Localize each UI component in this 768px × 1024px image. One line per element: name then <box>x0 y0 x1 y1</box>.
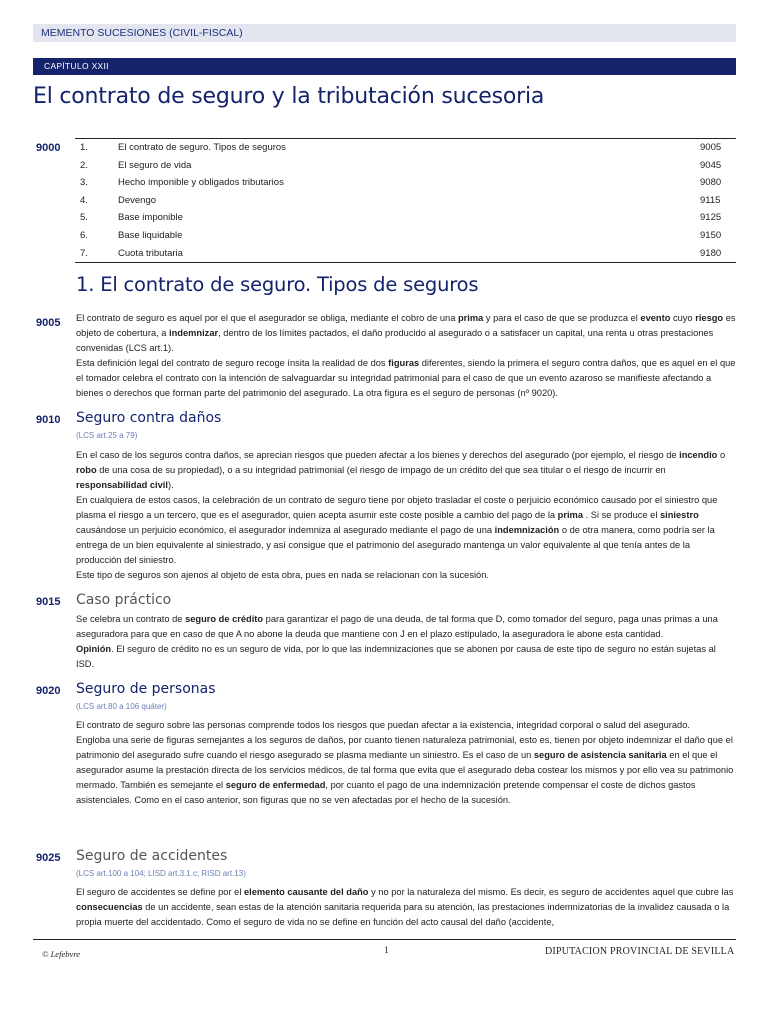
marginal-number: 9010 <box>36 414 61 426</box>
footer-organization: DIPUTACION PROVINCIAL DE SEVILLA <box>545 946 735 957</box>
legal-reference[interactable]: (LCS art.25 a 79) <box>76 431 138 440</box>
toc-row[interactable] <box>75 157 736 175</box>
marginal-number: 9015 <box>36 596 61 608</box>
paragraph: El contrato de seguro sobre las personas comprende todos los riesgos que puedan afectar a la existencia, integridad corporal o salud del asegurado. <box>76 720 690 730</box>
toc-title: Base imponible <box>118 212 183 224</box>
toc-num: 6. <box>80 229 88 241</box>
toc-title: Cuota tributaria <box>118 247 183 259</box>
chapter-title: El contrato de seguro y la tributación sucesoria <box>33 84 545 109</box>
section-heading: 1. El contrato de seguro. Tipos de seguros <box>76 273 479 296</box>
toc-row[interactable] <box>75 192 736 210</box>
toc-page: 9045 <box>700 159 722 171</box>
paragraph: Esta definición legal del contrato de seguro recoge ínsita la realidad de dos figuras diferentes, siendo la primera el seguro contra daños, que es aquel en el que el tomador celebra el contrato con la intención de salvaguardar su integridad patrimonial para el caso de que un evento azaroso se manifieste afectando a bienes o derechos que forman parte del patrimonio del asegurado. La otra figura es el seguro de personas (nº 9020). <box>76 358 736 398</box>
marginal-number: 9020 <box>36 685 61 697</box>
copyright: © Lefebvre <box>42 949 81 959</box>
subsection-heading: Seguro de personas <box>76 681 216 697</box>
subsection-heading: Seguro contra daños <box>76 410 222 426</box>
toc-page: 9115 <box>700 194 721 206</box>
toc-num: 4. <box>80 194 88 206</box>
subsection-body <box>76 718 736 808</box>
toc-num: 7. <box>80 247 88 259</box>
toc-row[interactable] <box>75 209 736 227</box>
marginal-number: 9025 <box>36 852 61 864</box>
subsection-heading: Seguro de accidentes <box>76 848 228 864</box>
table-of-contents <box>75 138 736 263</box>
toc-page: 9080 <box>700 177 722 189</box>
paragraph: Engloba una serie de figuras semejantes a los seguros de daños, por cuanto tienen naturaleza patrimonial, esto es, tienen por objeto indemnizar el daño que el patrimonio del asegurado sufre cuando el riesgo asegurado se plasma mediante un siniestro. Es el caso de un seguro de asistencia sanitaria en el que el asegurador asume la prestación directa de los servicios médicos, de tal forma que evita que el asegurado deba costear los mismos y por ello vea su patrimonio mermado. También es semejante el seguro de enfermedad, por cuanto el pago de una indemnización pretende compensar el coste de dichos gastos asistenciales. Como en el caso anterior, son figuras que no se ven afectadas por el hecho de la sucesión. <box>76 735 734 805</box>
toc-row[interactable] <box>75 174 736 192</box>
paragraph: El contrato de seguro es aquel por el que el asegurador se obliga, mediante el cobro de una prima y para el caso de que se produzca el evento cuyo riesgo es objeto de cobertura, a indemnizar, dentro de los límites pactados, el daño producido al asegurado o a satisfacer un capital, una renta u otras prestaciones convenidas (LCS art.1). <box>76 313 736 353</box>
toc-row[interactable] <box>75 139 736 157</box>
toc-page: 9150 <box>700 229 722 241</box>
toc-title: Devengo <box>118 194 157 206</box>
toc-num: 1. <box>80 142 88 153</box>
toc-title: Hecho imponible y obligados tributarios <box>118 177 284 189</box>
toc-page: 9125 <box>700 212 722 224</box>
toc-title: Base liquidable <box>118 229 183 241</box>
paragraph: En el caso de los seguros contra daños, se aprecian riesgos que pueden afectar a los bienes y derechos del asegurado (por ejemplo, el riesgo de incendio o robo de una cosa de su propiedad), o a su integridad patrimonial (el riesgo de impago de un crédito del que sea titular o el riesgo de incurrir en responsabilidad civil). <box>76 450 726 490</box>
page-number: 1 <box>384 946 389 956</box>
subsection-body <box>76 612 736 672</box>
toc-num: 2. <box>80 159 88 171</box>
subsection-heading: Caso práctico <box>76 592 172 608</box>
marginal-number: 9000 <box>36 142 61 154</box>
legal-reference[interactable]: (LCS art.100 a 104; LISD art.3.1.c; RISD art.13) <box>76 869 246 878</box>
paragraph: En cualquiera de estos casos, la celebración de un contrato de seguro tiene por objeto trasladar el coste o perjuicio económico causado por el siniestro que plasma el riesgo a un tercero, que es el asegurador, quien acepta asumir este coste posible a cambio del pago de la prima . Si se produce el siniestro causándose un perjuicio económico, el asegurador indemniza al asegurado mediante el pago de una indemnización o de otra manera, como podría ser la entrega de un bien equivalente al siniestrado, y así consigue que el patrimonio del asegurado mantenga un valor equivalente al que tenía antes de la producción del siniestro. <box>76 495 718 565</box>
paragraph: Se celebra un contrato de seguro de crédito para garantizar el pago de una deuda, de tal forma que D, como tomador del seguro, paga unas primas a una aseguradora para que en caso de que A no abone la deuda que mantiene con J en el plazo estipulado, la aseguradora le abone esta cantidad. <box>76 614 718 639</box>
footer-divider <box>33 939 736 940</box>
legal-reference[interactable]: (LCS art.80 a 106 quáter) <box>76 702 167 711</box>
subsection-body <box>76 448 736 583</box>
toc-page: 9005 <box>700 142 722 153</box>
chapter-label: CAPÍTULO XXII <box>44 61 109 71</box>
toc-row[interactable] <box>75 245 736 263</box>
paragraph: Opinión. El seguro de crédito no es un seguro de vida, por lo que las indemnizaciones que se abonen por causa de este tipo de seguro no están sujetas al ISD. <box>76 644 716 669</box>
chapter-bar <box>33 58 736 75</box>
toc-num: 3. <box>80 177 88 189</box>
toc-title: El seguro de vida <box>118 159 192 171</box>
toc-page: 9180 <box>700 247 722 259</box>
book-title: MEMENTO SUCESIONES (CIVIL-FISCAL) <box>41 27 243 39</box>
paragraph: El seguro de accidentes se define por el elemento causante del daño y no por la naturaleza del mismo. Es decir, es seguro de accidentes aquel que cubre las consecuencias de un accidente, sean estas de la atención sanitaria requerida para su atención, las prestaciones indemnizatorias de la invalidez causada o la propia muerte del accidentado. Como el seguro de vida no se define en función del acto causal del daño (accidente, <box>76 887 734 927</box>
book-title-bar <box>33 24 736 42</box>
toc-num: 5. <box>80 212 88 224</box>
subsection-body <box>76 885 736 930</box>
marginal-number: 9005 <box>36 317 61 329</box>
toc-title: El contrato de seguro. Tipos de seguros <box>118 142 286 153</box>
toc-row[interactable] <box>75 227 736 245</box>
section-body <box>76 311 736 401</box>
paragraph: Este tipo de seguros son ajenos al objeto de esta obra, pues en nada se relacionan con la sucesión. <box>76 570 489 580</box>
